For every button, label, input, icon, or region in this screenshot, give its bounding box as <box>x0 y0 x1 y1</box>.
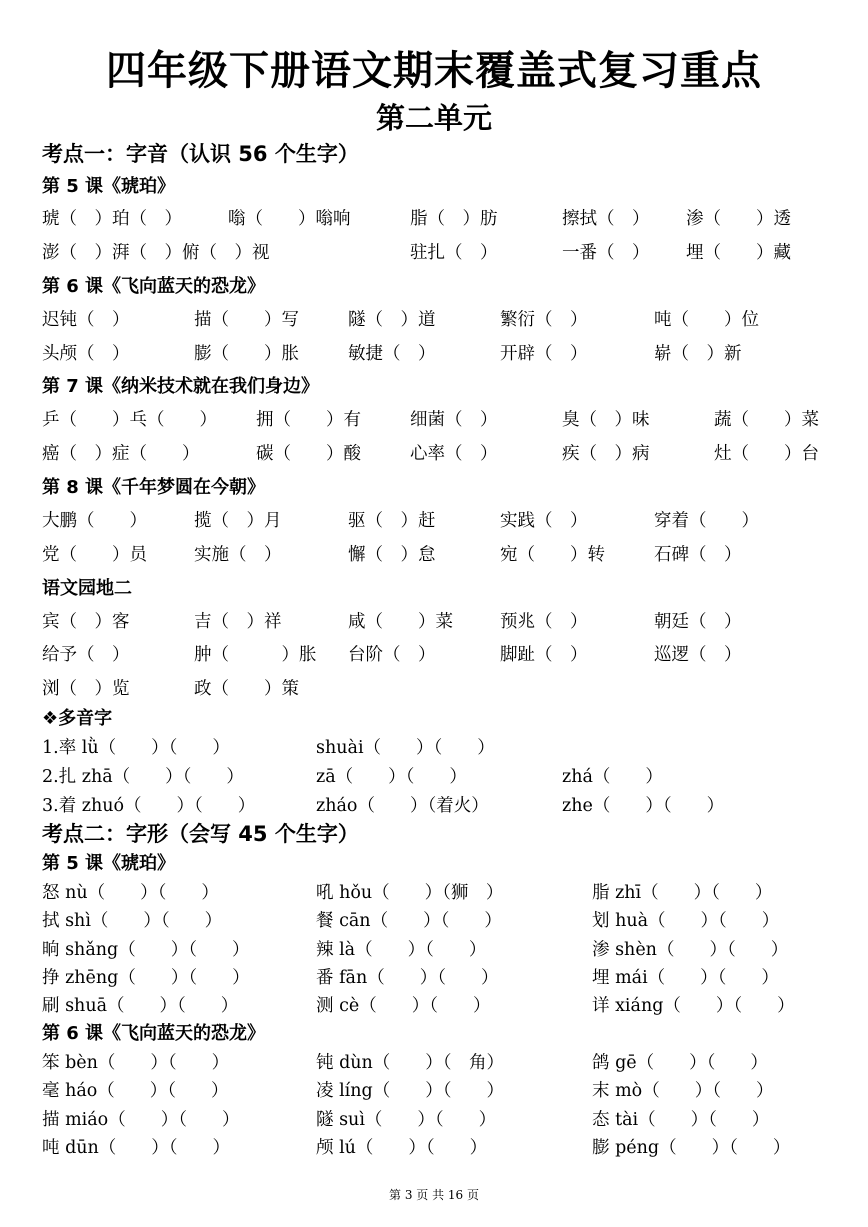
lesson-heading-5: 第 5 课《琥珀》 <box>42 176 176 197</box>
table-row <box>0 1077 868 1105</box>
list-item: 大鹏（ ） <box>42 511 147 531</box>
list-item: 餐 cān（ ）（ ） <box>316 911 502 931</box>
list-item: 细菌（ ） <box>410 410 498 430</box>
list-item: 给予（ ） <box>42 645 130 665</box>
list-item: 测 cè（ ）（ ） <box>316 996 491 1016</box>
list-item: 吼 hǒu（ ）（狮 ） <box>316 883 504 903</box>
list-item: 穿着（ ） <box>654 511 759 531</box>
table-row <box>0 641 868 669</box>
list-item: 隧 suì（ ）（ ） <box>316 1110 497 1130</box>
list-item: 笨 bèn（ ）（ ） <box>42 1053 230 1073</box>
table-row <box>0 541 868 569</box>
list-item: 敏捷（ ） <box>348 344 436 364</box>
list-item: 鸽 gē（ ）（ ） <box>592 1053 768 1073</box>
list-item: 琥（ ）珀（ ） <box>42 209 182 229</box>
list-item: 石碑（ ） <box>654 545 742 565</box>
list-item: 懈（ ）怠 <box>348 545 436 565</box>
table-row <box>0 964 868 992</box>
list-item: 政（ ）策 <box>194 679 299 699</box>
list-item: 繁衍（ ） <box>500 310 588 330</box>
table-row <box>0 608 868 636</box>
list-item: 宛（ ）转 <box>500 545 605 565</box>
list-item: 一番（ ） <box>562 243 650 263</box>
list-item: 描（ ）写 <box>194 310 299 330</box>
list-item: 开辟（ ） <box>500 344 588 364</box>
unit-title: 第二单元 <box>375 101 492 135</box>
list-item: 脂（ ）肪 <box>410 209 498 229</box>
list-item: 怒 nù（ ）（ ） <box>42 883 219 903</box>
list-item: 嗡（ ）嗡响 <box>228 209 351 229</box>
lesson-heading-5b: 第 5 课《琥珀》 <box>42 853 176 874</box>
list-item: zhá（ ） <box>562 767 663 787</box>
list-item: 毫 háo（ ）（ ） <box>42 1081 229 1101</box>
list-item: 癌（ ）症（ ） <box>42 444 200 464</box>
list-item: 灶（ ）台 <box>714 444 819 464</box>
list-item: 乒（ ）乓（ ） <box>42 410 217 430</box>
table-row <box>0 734 868 762</box>
garden-heading: 语文园地二 <box>42 578 132 599</box>
lesson-heading-6b: 第 6 课《飞向蓝天的恐龙》 <box>42 1023 266 1044</box>
list-item: 1.率 lǜ（ ）（ ） <box>42 738 230 758</box>
list-item: 疾（ ）病 <box>562 444 650 464</box>
table-row <box>0 440 868 468</box>
list-item: 膨（ ）胀 <box>194 344 299 364</box>
list-item: 渗 shèn（ ）（ ） <box>592 940 789 960</box>
list-item: 浏（ ）览 <box>42 679 130 699</box>
list-item: 挣 zhēng（ ）（ ） <box>42 968 250 988</box>
section-heading-pronunciation: 考点一：字音（认识 56 个生字） <box>42 142 359 166</box>
list-item: 渗（ ）透 <box>686 209 791 229</box>
table-row <box>0 340 868 368</box>
list-item: 晌 shǎng（ ）（ ） <box>42 940 250 960</box>
list-item: 实施（ ） <box>194 545 282 565</box>
list-item: 肿（ ）胀 <box>194 645 317 665</box>
list-item: 辣 là（ ）（ ） <box>316 940 487 960</box>
table-row <box>0 1049 868 1077</box>
lesson-heading-8: 第 8 课《千年梦圆在今朝》 <box>42 477 266 498</box>
list-item: 崭（ ）新 <box>654 344 742 364</box>
list-item: zā（ ）（ ） <box>316 767 467 787</box>
list-item: 心率（ ） <box>410 444 498 464</box>
list-item: 描 miáo（ ）（ ） <box>42 1110 240 1130</box>
table-row <box>0 936 868 964</box>
page-number: 第 3 页 共 16 页 <box>389 1188 479 1202</box>
list-item: 巡逻（ ） <box>654 645 742 665</box>
page-title: 四年级下册语文期末覆盖式复习重点 <box>106 48 762 94</box>
list-item: 膨 péng（ ）（ ） <box>592 1138 791 1158</box>
list-item: 2.扎 zhā（ ）（ ） <box>42 767 244 787</box>
list-item: 台阶（ ） <box>348 645 436 665</box>
list-item: 脂 zhī（ ）（ ） <box>592 883 773 903</box>
section-heading-writing: 考点二：字形（会写 45 个生字） <box>42 822 359 846</box>
list-item: 拥（ ）有 <box>256 410 361 430</box>
list-item: 朝廷（ ） <box>654 612 742 632</box>
table-row <box>0 507 868 535</box>
list-item: 态 tài（ ）（ ） <box>592 1110 770 1130</box>
list-item: 揽（ ）月 <box>194 511 282 531</box>
list-item: 脚趾（ ） <box>500 645 588 665</box>
list-item: 宾（ ）客 <box>42 612 130 632</box>
list-item: 番 fān（ ）（ ） <box>316 968 499 988</box>
table-row <box>0 306 868 334</box>
polyphone-heading: ❖多音字 <box>42 708 113 729</box>
list-item: 埋 mái（ ）（ ） <box>592 968 779 988</box>
list-item: 吨 dūn（ ）（ ） <box>42 1138 231 1158</box>
list-item: 迟钝（ ） <box>42 310 130 330</box>
list-item: 澎（ ）湃（ ）俯（ ）视 <box>42 243 270 263</box>
table-row <box>0 1134 868 1162</box>
list-item: shuài（ ）（ ） <box>316 738 495 758</box>
list-item: 预兆（ ） <box>500 612 588 632</box>
list-item: 划 huà（ ）（ ） <box>592 911 780 931</box>
list-item: 刷 shuā（ ）（ ） <box>42 996 239 1016</box>
list-item: 碳（ ）酸 <box>256 444 361 464</box>
list-item: 驱（ ）赶 <box>348 511 436 531</box>
list-item: 详 xiáng（ ）（ ） <box>592 996 795 1016</box>
table-row <box>0 675 868 703</box>
list-item: zháo（ ）（着火） <box>316 796 489 816</box>
list-item: 臭（ ）味 <box>562 410 650 430</box>
table-row <box>0 792 868 820</box>
lesson-heading-6: 第 6 课《飞向蓝天的恐龙》 <box>42 276 266 297</box>
list-item: 颅 lú（ ）（ ） <box>316 1138 488 1158</box>
table-row <box>0 879 868 907</box>
list-item: 3.着 zhuó（ ）（ ） <box>42 796 256 816</box>
table-row <box>0 239 868 267</box>
list-item: 钝 dùn（ ）（ 角） <box>316 1053 505 1073</box>
list-item: 党（ ）员 <box>42 545 147 565</box>
list-item: 吨（ ）位 <box>654 310 759 330</box>
list-item: 吉（ ）祥 <box>194 612 282 632</box>
table-row <box>0 406 868 434</box>
table-row <box>0 907 868 935</box>
list-item: 隧（ ）道 <box>348 310 436 330</box>
list-item: zhe（ ）（ ） <box>562 796 725 816</box>
list-item: 头颅（ ） <box>42 344 130 364</box>
table-row <box>0 205 868 233</box>
list-item: 实践（ ） <box>500 511 588 531</box>
table-row <box>0 1106 868 1134</box>
list-item: 驻扎（ ） <box>410 243 498 263</box>
lesson-heading-7: 第 7 课《纳米技术就在我们身边》 <box>42 376 320 397</box>
list-item: 凌 líng（ ）（ ） <box>316 1081 504 1101</box>
list-item: 埋（ ）藏 <box>686 243 791 263</box>
list-item: 咸（ ）菜 <box>348 612 453 632</box>
list-item: 蔬（ ）菜 <box>714 410 819 430</box>
table-row <box>0 992 868 1020</box>
table-row <box>0 763 868 791</box>
list-item: 末 mò（ ）（ ） <box>592 1081 774 1101</box>
list-item: 擦拭（ ） <box>562 209 650 229</box>
list-item: 拭 shì（ ）（ ） <box>42 911 223 931</box>
